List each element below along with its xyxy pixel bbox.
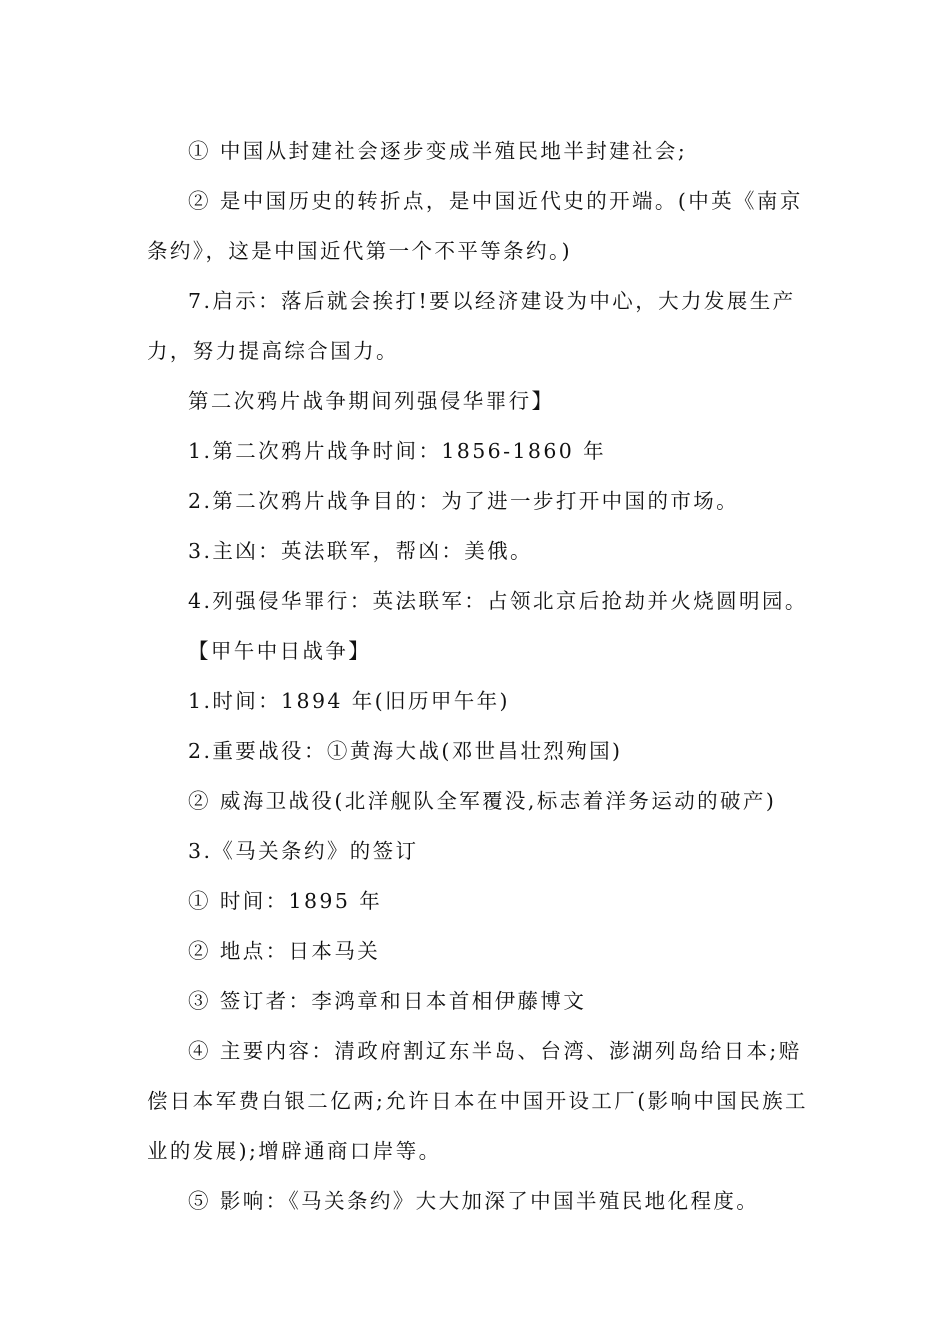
text-line-consequence-2: ② 是中国历史的转折点，是中国近代史的开端。(中英《南京 xyxy=(188,189,803,213)
text-line-treaty-place: ② 地点：日本马关 xyxy=(188,939,381,963)
text-line-war-time: 1.第二次鸦片战争时间：1856-1860 年 xyxy=(188,439,607,463)
text-line-war-goal: 2.第二次鸦片战争目的：为了进一步打开中国的市场。 xyxy=(188,489,740,513)
text-line-lesson-cont: 力，努力提高综合国力。 xyxy=(147,339,399,363)
text-line-battles: 2.重要战役：①黄海大战(邓世昌壮烈殉国) xyxy=(188,739,623,763)
text-line-crimes: 4.列强侵华罪行：英法联军：占领北京后抢劫并火烧圆明园。 xyxy=(188,589,808,613)
text-line-treaty-content-cont-1: 偿日本军费白银二亿两;允许日本在中国开设工厂(影响中国民族工 xyxy=(147,1089,808,1113)
text-line-treaty-impact: ⑤ 影响：《马关条约》大大加深了中国半殖民地化程度。 xyxy=(188,1189,760,1213)
text-line-consequence-2-cont: 条约》，这是中国近代第一个不平等条约。) xyxy=(147,239,572,263)
text-line-treaty-content-cont-2: 业的发展);增辟通商口岸等。 xyxy=(147,1139,442,1163)
text-line-treaty-content: ④ 主要内容：清政府割辽东半岛、台湾、澎湖列岛给日本;赔 xyxy=(188,1039,802,1063)
text-line-treaty-time: ① 时间：1895 年 xyxy=(188,889,383,913)
text-line-treaty-heading: 3.《马关条约》的签订 xyxy=(188,839,419,863)
text-line-culprits: 3.主凶：英法联军，帮凶：美俄。 xyxy=(188,539,533,563)
text-line-lesson: 7.启示：落后就会挨打!要以经济建设为中心，大力发展生产 xyxy=(188,289,796,313)
text-line-consequence-1: ① 中国从封建社会逐步变成半殖民地半封建社会; xyxy=(188,139,688,163)
text-line-weihaiwei: ② 威海卫战役(北洋舰队全军覆没,标志着洋务运动的破产) xyxy=(188,789,777,813)
section-heading-second-opium-war: 第二次鸦片战争期间列强侵华罪行】 xyxy=(188,389,555,413)
section-heading-sino-japanese-war: 【甲午中日战争】 xyxy=(188,639,372,663)
text-line-jiawu-time: 1.时间：1894 年(旧历甲午年) xyxy=(188,689,510,713)
text-line-treaty-signers: ③ 签订者：李鸿章和日本首相伊藤博文 xyxy=(188,989,587,1013)
